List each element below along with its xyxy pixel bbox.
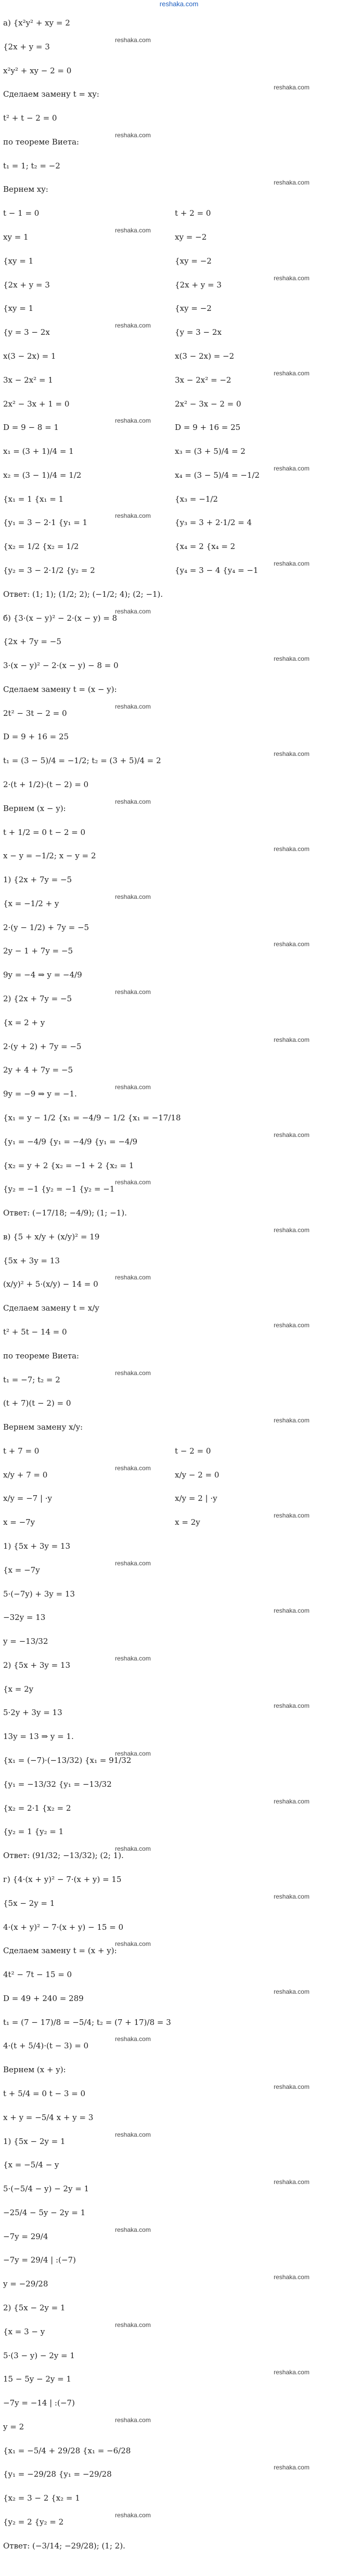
solution-line-left: Сделаем замену t = (x − y): (3, 684, 117, 694)
watermark: reshaka.com (274, 940, 310, 948)
watermark: reshaka.com (115, 322, 151, 330)
solution-line (3, 369, 355, 393)
solution-line-left: x/y + 7 = 0 (3, 1470, 48, 1480)
solution-line (3, 2011, 355, 2035)
watermark: reshaka.com (115, 1845, 151, 1853)
solution-line-left: г) {4·(x + y)² − 7·(x + y) = 15 (3, 1874, 122, 1884)
solution-line (3, 1440, 355, 1463)
solution-line-left: Вернем (x + y): (3, 2065, 66, 2075)
watermark: reshaka.com (274, 1512, 310, 1520)
solution-line-left: 2) {2x + 7y = −5 (3, 994, 72, 1004)
solution-line-left: {xy = 1 (3, 256, 34, 266)
solution-line-left: {y₁ = 3 − 2·1 {y₁ = 1 (3, 518, 88, 528)
solution-line-left: Ответ: (1; 1); (1/2; 2); (−1/2; 4); (2; −1). (3, 589, 163, 599)
solution-line (3, 1654, 355, 1678)
solution-line-left: 5·2y + 3y = 13 (3, 1708, 62, 1718)
solution-line-left: по теореме Виета: (3, 137, 79, 147)
solution-line (3, 1844, 355, 1868)
solution-line (3, 1249, 355, 1273)
solution-line (3, 1797, 355, 1821)
watermark: reshaka.com (115, 702, 151, 710)
solution-line-left: −7y = 29/4 (3, 2231, 48, 2241)
solution-line-left: (x/y)² + 5·(x/y) − 14 = 0 (3, 1279, 98, 1289)
solution-line (3, 11, 355, 35)
solution-line-left: 2x² − 3x + 1 = 0 (3, 399, 70, 409)
solution-line (3, 1892, 355, 1916)
solution-line-left: 1) {5x + 3y = 13 (3, 1541, 71, 1551)
solution-line-left: 13y = 13 ⇒ y = 1. (3, 1732, 74, 1742)
watermark: reshaka.com (115, 1464, 151, 1472)
solution-line (3, 440, 355, 464)
solution-line (3, 393, 355, 416)
solution-line (3, 583, 355, 607)
solution-line-left: x/y = −7 | ·y (3, 1494, 53, 1503)
solution-line (3, 273, 355, 297)
solution-line (3, 844, 355, 868)
solution-line-left: t₁ = (3 − 5)/4 = −1/2; t₂ = (3 + 5)/4 = 2 (3, 756, 161, 766)
solution-line-left: {5x + 3y = 13 (3, 1256, 60, 1265)
solution-line-right: D = 9 + 16 = 25 (175, 423, 241, 433)
watermark: reshaka.com (115, 417, 151, 425)
solution-line-left: {y₂ = 2 {y₂ = 2 (3, 2517, 64, 2527)
solution-line-right: {y = 3 − 2x (175, 328, 222, 337)
solution-line (3, 1368, 355, 1392)
solution-line (3, 107, 355, 130)
solution-line-left: 2y + 4 + 7y = −5 (3, 1065, 73, 1075)
solution-line-left: {xy = 1 (3, 304, 34, 313)
solution-line-left: 2·(y − 1/2) + 7y = −5 (3, 922, 90, 932)
solution-line-right: x/y − 2 = 0 (175, 1470, 220, 1480)
watermark: reshaka.com (274, 1131, 310, 1139)
watermark: reshaka.com (274, 274, 310, 282)
solution-line (3, 1178, 355, 1201)
watermark: reshaka.com (115, 131, 151, 139)
solution-line-right: x₄ = (3 − 5)/4 = −1/2 (175, 470, 260, 480)
watermark: reshaka.com (115, 1274, 151, 1282)
solution-line-left: 9y = −4 ⇒ y = −4/9 (3, 970, 82, 980)
solution-line-left: {y₁ = −13/32 {y₁ = −13/32 (3, 1779, 112, 1789)
solution-line (3, 749, 355, 773)
solution-line (3, 916, 355, 940)
solution-line (3, 154, 355, 178)
watermark: reshaka.com (115, 1654, 151, 1662)
watermark: reshaka.com (274, 2083, 310, 2090)
watermark: reshaka.com (115, 607, 151, 615)
solution-line-right: {2x + y = 3 (175, 280, 222, 290)
solution-line (3, 416, 355, 440)
solution-line-right: {xy = −2 (175, 304, 212, 313)
solution-line-left: −7y = −14 | :(−7) (3, 2398, 75, 2408)
solution-line (3, 2058, 355, 2082)
watermark: reshaka.com (274, 2273, 310, 2281)
watermark: reshaka.com (274, 1987, 310, 1995)
solution-line (3, 1297, 355, 1320)
solution-line-right: {y₄ = 3 − 4 {y₄ = −1 (175, 565, 259, 575)
solution-line (3, 773, 355, 797)
solution-line-left: 1) {5x − 2y = 1 (3, 2136, 66, 2146)
watermark: reshaka.com (274, 84, 310, 91)
watermark: reshaka.com (274, 2464, 310, 2472)
solution-line (3, 559, 355, 583)
watermark: reshaka.com (115, 1940, 151, 1948)
watermark: reshaka.com (115, 1179, 151, 1186)
solution-line-left: 5·(−7y) + 3y = 13 (3, 1589, 75, 1599)
solution-line-left: y = −29/28 (3, 2279, 48, 2289)
solution-line (3, 1011, 355, 1035)
solution-line (3, 2272, 355, 2296)
solution-line (3, 2106, 355, 2130)
solution-line (3, 2368, 355, 2391)
solution-line-left: (t + 7)(t − 2) = 0 (3, 1398, 71, 1408)
solution-line-left: Сделаем замену t = x/y (3, 1303, 99, 1313)
solution-line-right: t − 2 = 0 (175, 1446, 211, 1456)
solution-line-left: {x₂ = 3 − 2 {x₂ = 1 (3, 2493, 80, 2503)
watermark: reshaka.com (115, 2130, 151, 2138)
watermark: reshaka.com (274, 1321, 310, 1329)
solution-line (3, 963, 355, 987)
solution-line (3, 1868, 355, 1892)
solution-line-left: б) {3·(x − y)² − 2·(x − y) = 8 (3, 613, 118, 623)
solution-line-right: 3x − 2x² = −2 (175, 375, 232, 385)
solution-line (3, 868, 355, 892)
solution-line-left: x = −7y (3, 1518, 35, 1527)
solution-line-left: x₂ = (3 − 1)/4 = 1/2 (3, 470, 82, 480)
watermark: reshaka.com (115, 1369, 151, 1377)
solution-line-left: {x₂ = 2·1 {x₂ = 2 (3, 1803, 71, 1813)
watermark: reshaka.com (115, 2416, 151, 2424)
watermark: reshaka.com (115, 1559, 151, 1567)
solution-line-left: {y₁ = −4/9 {y₁ = −4/9 {y₁ = −4/9 (3, 1136, 138, 1146)
solution-line-left: D = 49 + 240 = 289 (3, 1993, 84, 2003)
solution-line-right: {y₃ = 3 + 2·1/2 = 4 (175, 518, 252, 528)
solution-line (3, 321, 355, 345)
watermark: reshaka.com (274, 2369, 310, 2376)
solution-line-left: в) {5 + x/y + (x/y)² = 19 (3, 1232, 100, 1241)
solution-line (3, 202, 355, 226)
watermark: reshaka.com (274, 1036, 310, 1043)
solution-line (3, 2296, 355, 2320)
solution-line (3, 464, 355, 488)
solution-line-right: {xy = −2 (175, 256, 212, 266)
watermark: reshaka.com (115, 1750, 151, 1758)
solution-line (3, 1082, 355, 1106)
solution-line-right: {x₃ = −1/2 (175, 494, 218, 504)
solution-line (3, 1225, 355, 1249)
solution-line-left: {x₁ = 1 {x₁ = 1 (3, 494, 64, 504)
solution-line (3, 987, 355, 1011)
solution-line (3, 1511, 355, 1535)
solution-line (3, 1106, 355, 1130)
solution-line (3, 178, 355, 202)
solution-line (3, 35, 355, 59)
solution-line (3, 1487, 355, 1511)
solution-line (3, 797, 355, 821)
solution-line-left: {2x + y = 3 (3, 42, 50, 51)
solution-line (3, 59, 355, 83)
solution-line-left: Ответ: (−17/18; −4/9); (1; −1). (3, 1208, 127, 1218)
solution-line-left: {x₁ = (−7)·(−13/32) {x₁ = 91/32 (3, 1756, 132, 1766)
solution-line-left: x − y = −1/2; x − y = 2 (3, 851, 96, 861)
solution-line (3, 2225, 355, 2249)
solution-line-left: {x = −1/2 + y (3, 898, 59, 908)
solution-line (3, 2177, 355, 2201)
solution-line (3, 1749, 355, 1773)
solution-line-left: −32y = 13 (3, 1613, 46, 1623)
solution-line-left: {x₁ = y − 1/2 {x₁ = −4/9 − 1/2 {x₁ = −17/18 (3, 1113, 181, 1122)
solution-line-left: Вернем xy: (3, 185, 48, 194)
solution-line-left: 4t² − 7t − 15 = 0 (3, 1970, 72, 1980)
solution-line (3, 630, 355, 654)
solution-line (3, 2463, 355, 2487)
solution-line-left: {x = −7y (3, 1565, 40, 1575)
solution-line-left: {x = −5/4 − y (3, 2160, 59, 2170)
solution-line-left: xy = 1 (3, 232, 29, 242)
solution-line (3, 2320, 355, 2344)
solution-line (3, 2510, 355, 2534)
watermark: reshaka.com (274, 1892, 310, 1900)
solution-line (3, 1916, 355, 1940)
solution-line (3, 702, 355, 726)
solution-line-left: 3x − 2x² = 1 (3, 375, 53, 385)
solution-line-left: x₁ = (3 + 1)/4 = 1 (3, 447, 74, 456)
watermark: reshaka.com (115, 2226, 151, 2233)
solution-line-right: 2x² − 3x − 2 = 0 (175, 399, 241, 409)
solution-line-left: Сделаем замену t = (x + y): (3, 1946, 117, 1956)
solution-line-left: {y₂ = −1 {y₂ = −1 {y₂ = −1 (3, 1184, 115, 1194)
solution-line-left: Вернем (x − y): (3, 803, 66, 813)
solution-line (3, 250, 355, 273)
watermark: reshaka.com (115, 893, 151, 900)
solution-line (3, 1320, 355, 1344)
solution-line-left: {5x − 2y = 1 (3, 1898, 55, 1908)
solution-line (3, 2415, 355, 2439)
solution-line-left: {y = 3 − 2x (3, 328, 50, 337)
solution-line (3, 1035, 355, 1059)
solution-line-left: {y₂ = 1 {y₂ = 1 (3, 1827, 64, 1837)
solution-line (3, 1416, 355, 1440)
solution-line-left: {x = 2 + y (3, 1017, 45, 1027)
site-header[interactable]: reshaka.com (159, 0, 199, 8)
solution-line-left: Ответ: (−3/14; −29/28); (1; 2). (3, 2541, 125, 2551)
solution-line-left: 2y − 1 + 7y = −5 (3, 946, 73, 956)
solution-line-left: Ответ: (91/32; −13/32); (2; 1). (3, 1851, 124, 1861)
watermark: reshaka.com (274, 1607, 310, 1615)
solution-line-left: 15 − 5y − 2y = 1 (3, 2374, 71, 2384)
watermark: reshaka.com (274, 369, 310, 377)
solution-line (3, 297, 355, 321)
solution-line (3, 1058, 355, 1082)
solution-line (3, 1606, 355, 1630)
solution-line (3, 1725, 355, 1749)
watermark: reshaka.com (274, 655, 310, 663)
solution-line (3, 345, 355, 369)
solution-line (3, 1130, 355, 1154)
watermark: reshaka.com (115, 227, 151, 234)
solution-line (3, 1939, 355, 1963)
solution-line (3, 1701, 355, 1725)
solution-line-left: t² + 5t − 14 = 0 (3, 1327, 67, 1337)
solution-line-left: 2·(t + 1/2)·(t − 2) = 0 (3, 780, 89, 789)
solution-line-left: t₁ = 1; t₂ = −2 (3, 161, 60, 171)
solution-line (3, 892, 355, 916)
solution-line-left: {2x + 7y = −5 (3, 637, 61, 647)
solution-line-left: −25/4 − 5y − 2y = 1 (3, 2207, 86, 2217)
watermark: reshaka.com (274, 1797, 310, 1805)
solution-line (3, 226, 355, 250)
watermark: reshaka.com (115, 2035, 151, 2043)
solution-line-left: D = 9 − 8 = 1 (3, 423, 59, 433)
solution-document (3, 11, 355, 2558)
watermark: reshaka.com (115, 2321, 151, 2329)
watermark: reshaka.com (115, 1083, 151, 1091)
solution-line-left: 2) {5x + 3y = 13 (3, 1660, 71, 1670)
solution-line-left: по теореме Виета: (3, 1351, 79, 1361)
solution-line-left: 9y = −9 ⇒ y = −1. (3, 1089, 77, 1099)
watermark: reshaka.com (115, 988, 151, 996)
solution-line (3, 535, 355, 559)
watermark: reshaka.com (115, 797, 151, 805)
solution-line-left: 5·(3 − y) − 2y = 1 (3, 2350, 75, 2360)
solution-line-left: 4·(x + y)² − 7·(x + y) − 15 = 0 (3, 1922, 124, 1932)
solution-line (3, 2391, 355, 2415)
solution-line (3, 2344, 355, 2368)
solution-line (3, 1773, 355, 1797)
solution-line-left: {x = 3 − y (3, 2326, 45, 2336)
solution-line-left: {x₂ = 1/2 {x₂ = 1/2 (3, 542, 79, 552)
solution-line-left: 3·(x − y)² − 2·(x − y) − 8 = 0 (3, 661, 119, 671)
solution-line-left: x²y² + xy − 2 = 0 (3, 66, 72, 75)
solution-line-left: t + 5/4 = 0 t − 3 = 0 (3, 2088, 86, 2098)
solution-line-left: Сделаем замену t = xy: (3, 89, 99, 99)
solution-line-right: x = 2y (175, 1518, 200, 1527)
solution-line-left: 4·(t + 5/4)·(t − 3) = 0 (3, 2041, 89, 2051)
solution-line (3, 1987, 355, 2011)
solution-line (3, 2248, 355, 2272)
solution-line-left: t − 1 = 0 (3, 208, 40, 218)
solution-line (3, 1154, 355, 1178)
solution-line-right: x₃ = (3 + 5)/4 = 2 (175, 447, 246, 456)
solution-line-left: D = 9 + 16 = 25 (3, 732, 69, 742)
solution-line (3, 2534, 355, 2558)
solution-line (3, 1535, 355, 1559)
solution-line-left: t² + t − 2 = 0 (3, 113, 57, 123)
solution-line-left: {x₂ = y + 2 {x₂ = −1 + 2 {x₂ = 1 (3, 1160, 134, 1170)
solution-line-left: x + y = −5/4 x + y = 3 (3, 2112, 94, 2122)
solution-line-left: y = 2 (3, 2422, 24, 2431)
solution-line-left: t₁ = (7 − 17)/8 = −5/4; t₂ = (7 + 17)/8 = 3 (3, 2017, 171, 2027)
watermark: reshaka.com (274, 1702, 310, 1710)
solution-line (3, 1678, 355, 1702)
solution-line-right: x(3 − 2x) = −2 (175, 351, 235, 361)
watermark: reshaka.com (274, 750, 310, 758)
solution-line-left: 5·(−5/4 − y) − 2y = 1 (3, 2184, 90, 2194)
solution-line-left: −7y = 29/4 | :(−7) (3, 2255, 76, 2265)
solution-line (3, 1963, 355, 1987)
solution-line (3, 607, 355, 631)
solution-line-right: x/y = 2 | ·y (175, 1494, 218, 1503)
watermark: reshaka.com (274, 845, 310, 853)
solution-line (3, 2034, 355, 2058)
watermark: reshaka.com (274, 2178, 310, 2186)
solution-line (3, 2487, 355, 2510)
solution-line (3, 1559, 355, 1583)
solution-line (3, 2201, 355, 2225)
solution-line (3, 678, 355, 702)
solution-line-left: t + 1/2 = 0 t − 2 = 0 (3, 827, 86, 837)
watermark: reshaka.com (274, 464, 310, 472)
solution-line (3, 1392, 355, 1416)
solution-line (3, 130, 355, 154)
solution-line (3, 725, 355, 749)
watermark: reshaka.com (274, 1417, 310, 1424)
solution-line-left: {x₁ = −5/4 + 29/28 {x₁ = −6/28 (3, 2446, 131, 2455)
solution-line (3, 654, 355, 678)
solution-line-left: {2x + y = 3 (3, 280, 50, 290)
solution-line-right: xy = −2 (175, 232, 207, 242)
solution-line (3, 2082, 355, 2106)
solution-line-left: 2) {5x − 2y = 1 (3, 2303, 66, 2312)
watermark: reshaka.com (115, 36, 151, 44)
solution-line-left: Вернем замену x/y: (3, 1422, 83, 1432)
solution-line-left: t + 7 = 0 (3, 1446, 40, 1456)
solution-line-left: {x = 2y (3, 1684, 34, 1694)
solution-line-left: 2·(y + 2) + 7y = −5 (3, 1041, 82, 1051)
solution-line-left: x(3 − 2x) = 1 (3, 351, 56, 361)
solution-line-left: t₁ = −7; t₂ = 2 (3, 1375, 60, 1384)
solution-line-right: {x₄ = 2 {x₄ = 2 (175, 542, 236, 552)
solution-line-left: 1) {2x + 7y = −5 (3, 875, 72, 885)
solution-line (3, 939, 355, 963)
solution-line (3, 2130, 355, 2154)
solution-line (3, 2439, 355, 2463)
solution-line (3, 1463, 355, 1487)
solution-line (3, 511, 355, 535)
solution-line (3, 2153, 355, 2177)
solution-line-left: {y₁ = −29/28 {y₁ = −29/28 (3, 2469, 112, 2479)
solution-line-left: y = −13/32 (3, 1637, 48, 1646)
solution-line (3, 821, 355, 845)
solution-line (3, 1820, 355, 1844)
solution-line-left: а) {x²y² + xy = 2 (3, 18, 70, 28)
solution-line (3, 1201, 355, 1225)
solution-line (3, 83, 355, 107)
watermark: reshaka.com (115, 2512, 151, 2519)
solution-line (3, 1344, 355, 1368)
solution-line (3, 1583, 355, 1606)
watermark: reshaka.com (115, 512, 151, 520)
watermark: reshaka.com (274, 559, 310, 567)
solution-line-left: 2t² − 3t − 2 = 0 (3, 708, 67, 718)
watermark: reshaka.com (274, 179, 310, 187)
solution-line (3, 1273, 355, 1297)
watermark: reshaka.com (274, 1226, 310, 1234)
solution-line-left: {y₂ = 3 − 2·1/2 {y₂ = 2 (3, 565, 95, 575)
solution-line (3, 488, 355, 512)
solution-line-right: t + 2 = 0 (175, 208, 211, 218)
solution-line (3, 1630, 355, 1654)
